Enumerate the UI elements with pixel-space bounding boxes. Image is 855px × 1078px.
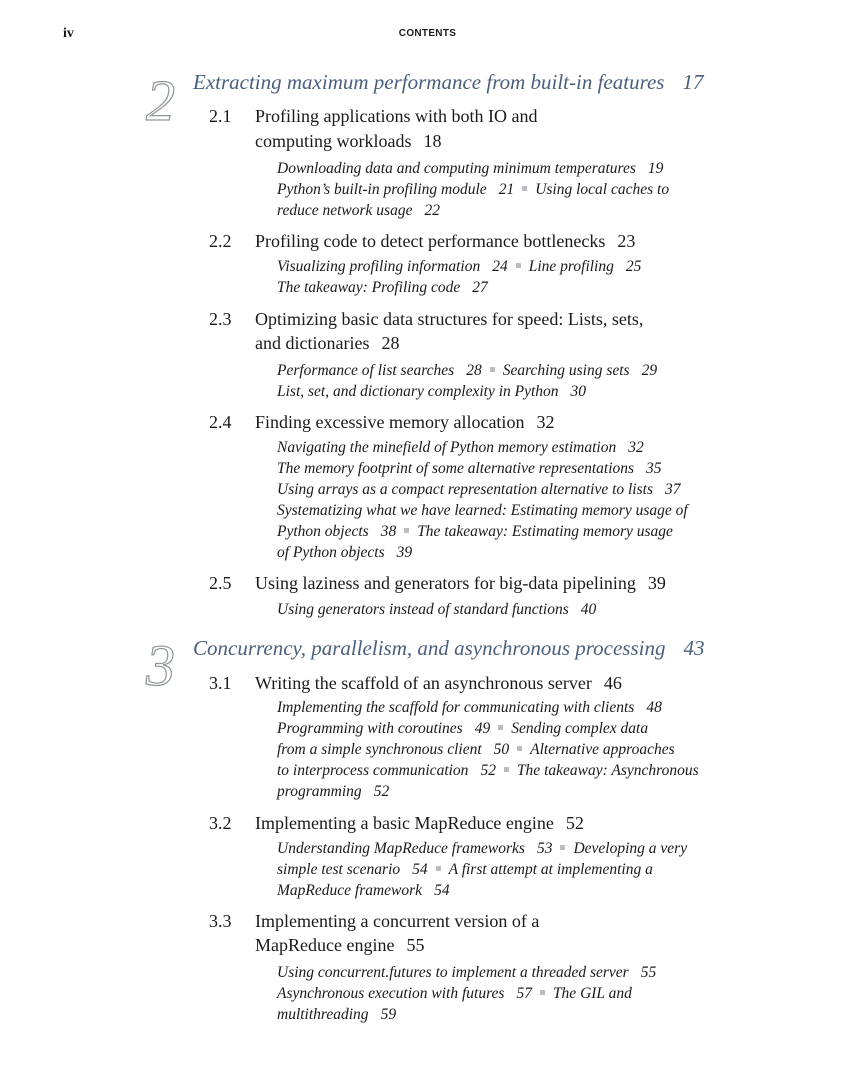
running-head: CONTENTS (398, 28, 457, 39)
subsection-title: Using concurrent.futures to implement a threaded server (277, 964, 629, 981)
section-number: 2.3 (209, 309, 232, 329)
subsection-title: Using arrays as a compact representation alternative to lists (277, 481, 653, 498)
subsection-title: Downloading data and computing minimum temperatures (277, 160, 636, 177)
subsection-page: 53 (536, 840, 553, 857)
subsection-page: 30 (570, 383, 587, 400)
section-number: 2.5 (209, 573, 232, 593)
subsection-page: 52 (480, 762, 496, 779)
section-title-text: Writing the scaffold of an asynchronous server (255, 673, 592, 693)
section-number: 2.1 (209, 106, 232, 126)
subsection-page: 25 (625, 258, 642, 275)
subsection-line[interactable] (277, 741, 675, 759)
subsection-title: Systematizing what we have learned: Estimating memory usage of (277, 502, 688, 519)
subsection-page: 54 (434, 882, 450, 899)
subsection-title: Line profiling (528, 258, 614, 275)
subsection-title: simple test scenario (277, 861, 401, 878)
section-page: 46 (603, 673, 622, 693)
subsection-line[interactable] (277, 279, 488, 297)
bullet-separator (436, 866, 441, 871)
subsection-line[interactable] (277, 160, 663, 178)
bullet-separator (522, 186, 527, 191)
subsection-title: Implementing the scaffold for communicating with clients (277, 699, 635, 716)
subsection-line[interactable] (277, 964, 656, 982)
subsection-title: The takeaway: Asynchronous (516, 762, 699, 779)
section-page: 23 (617, 231, 636, 251)
section-number: 2.4 (209, 412, 232, 432)
subsection-title: Alternative approaches (530, 741, 675, 758)
subsection-page: 57 (516, 985, 532, 1002)
subsection-page: 27 (472, 279, 488, 296)
section-2-1-title-line2[interactable] (255, 131, 441, 152)
subsection-line[interactable] (277, 985, 632, 1003)
subsection-page: 38 (380, 523, 397, 540)
chapter-2-title-line[interactable] (193, 70, 703, 95)
subsection-line[interactable] (277, 181, 669, 199)
subsection-line[interactable] (277, 362, 657, 380)
subsection-title: Developing a very (573, 840, 688, 857)
subsection-title: Performance of list searches (277, 362, 455, 379)
page-number: iv (63, 26, 74, 41)
bullet-separator (560, 845, 565, 850)
subsection-line[interactable] (277, 601, 596, 619)
section-2-3-title-line1[interactable]: Optimizing basic data structures for speed: Lists, sets, (255, 309, 644, 329)
subsection-line[interactable] (277, 544, 412, 562)
subsection-page: 29 (641, 362, 658, 379)
subsection-title: The GIL and (552, 985, 632, 1002)
subsection-line[interactable] (277, 762, 699, 780)
chapter-3-page: 43 (683, 636, 705, 660)
section-title-text: Profiling code to detect performance bottlenecks (255, 231, 606, 251)
chapter-2-page: 17 (682, 70, 704, 94)
subsection-title: Using local caches to (535, 181, 670, 198)
subsection-title: Python objects (277, 523, 369, 540)
subsection-page: 28 (466, 362, 482, 379)
subsection-title: The memory footprint of some alternative representations (277, 460, 635, 477)
section-2-2-title[interactable] (255, 231, 635, 252)
subsection-page: 52 (373, 783, 390, 800)
subsection-title: Programming with coroutines (277, 720, 463, 737)
subsection-page: 50 (493, 741, 510, 758)
section-2-1-title-line1[interactable]: Profiling applications with both IO and (255, 106, 538, 126)
subsection-title: Navigating the minefield of Python memory estimation (277, 439, 617, 456)
bullet-separator (498, 725, 503, 730)
section-3-2-title[interactable] (255, 813, 584, 834)
section-page: 28 (381, 333, 400, 353)
subsection-title: A first attempt at implementing a (448, 861, 653, 878)
subsection-page: 59 (380, 1006, 397, 1023)
section-3-3-title-line1[interactable]: Implementing a concurrent version of a (255, 911, 540, 931)
subsection-title: List, set, and dictionary complexity in Python (277, 383, 559, 400)
bullet-separator (404, 528, 409, 533)
subsection-line[interactable] (277, 783, 389, 801)
section-title-text: Finding excessive memory allocation (255, 412, 525, 432)
bullet-separator (517, 746, 522, 751)
subsection-line[interactable] (277, 699, 662, 717)
subsection-title: MapReduce framework (277, 882, 423, 899)
chapter-3-title-line[interactable] (193, 636, 704, 661)
subsection-line[interactable] (277, 460, 662, 478)
subsection-title: multithreading (277, 1006, 369, 1023)
subsection-title: programming (277, 783, 362, 800)
section-3-3-title-line2[interactable] (255, 935, 424, 956)
section-number: 3.3 (209, 911, 232, 931)
section-title-text: and dictionaries (255, 333, 370, 353)
subsection-title: Searching using sets (502, 362, 630, 379)
subsection-page: 22 (424, 202, 440, 219)
subsection-line[interactable] (277, 481, 681, 499)
section-title-text: computing workloads (255, 131, 412, 151)
section-title-text: Implementing a basic MapReduce engine (255, 813, 554, 833)
subsection-page: 35 (646, 460, 662, 477)
subsection-title: The takeaway: Profiling code (277, 279, 461, 296)
subsection-line[interactable] (277, 202, 440, 220)
section-number: 2.2 (209, 231, 232, 251)
subsection-line[interactable] (277, 861, 653, 879)
subsection-line[interactable] (277, 840, 687, 858)
bullet-separator (504, 767, 509, 772)
bullet-separator (540, 990, 545, 995)
chapter-2-number: 2 (146, 68, 175, 133)
subsection-page: 24 (492, 258, 508, 275)
subsection-title: Sending complex data (511, 720, 649, 737)
subsection-page: 55 (640, 964, 657, 981)
subsection-page: 48 (646, 699, 662, 716)
subsection-title: Asynchronous execution with futures (277, 985, 505, 1002)
section-page: 32 (536, 412, 555, 432)
subsection-page: 32 (628, 439, 644, 456)
subsection-title: to interprocess communication (277, 762, 469, 779)
subsection-title: Understanding MapReduce frameworks (277, 840, 525, 857)
subsection-line[interactable] (277, 1006, 396, 1024)
subsection-line[interactable] (277, 439, 644, 457)
subsection-title: from a simple synchronous client (277, 741, 482, 758)
subsection-page: 39 (396, 544, 413, 561)
section-2-3-title-line2[interactable] (255, 333, 399, 354)
section-2-4-title[interactable] (255, 412, 554, 433)
subsection-title: Using generators instead of standard functions (277, 601, 569, 618)
section-number: 3.1 (209, 673, 232, 693)
subsection-line[interactable] (277, 258, 641, 276)
section-page: 39 (647, 573, 666, 593)
subsection-page: 19 (647, 160, 664, 177)
section-page: 18 (423, 131, 442, 151)
section-page: 55 (406, 935, 425, 955)
bullet-separator (516, 263, 521, 268)
subsection-line[interactable] (277, 523, 673, 541)
subsection-title: The takeaway: Estimating memory usage (417, 523, 673, 540)
subsection-line[interactable] (277, 720, 648, 738)
subsection-line[interactable] (277, 502, 688, 520)
subsection-page: 37 (665, 481, 681, 498)
subsection-line[interactable] (277, 383, 586, 401)
section-title-text: Using laziness and generators for big-data pipelining (255, 573, 636, 593)
subsection-page: 21 (498, 181, 515, 198)
subsection-page: 54 (412, 861, 428, 878)
section-page: 52 (565, 813, 584, 833)
bullet-separator (490, 367, 495, 372)
chapter-3-number: 3 (146, 633, 175, 698)
subsection-title: of Python objects (277, 544, 385, 561)
section-3-1-title[interactable] (255, 673, 622, 694)
chapter-3-title: Concurrency, parallelism, and asynchronous processing (193, 636, 666, 660)
section-number: 3.2 (209, 813, 232, 833)
subsection-page: 49 (474, 720, 491, 737)
subsection-line[interactable] (277, 882, 450, 900)
subsection-title: Python’s built-in profiling module (277, 181, 487, 198)
section-2-5-title[interactable] (255, 573, 666, 594)
section-title-text: MapReduce engine (255, 935, 395, 955)
subsection-page: 40 (580, 601, 597, 618)
chapter-2-title: Extracting maximum performance from built-in features (193, 70, 665, 94)
subsection-title: Visualizing profiling information (277, 258, 481, 275)
subsection-title: reduce network usage (277, 202, 413, 219)
